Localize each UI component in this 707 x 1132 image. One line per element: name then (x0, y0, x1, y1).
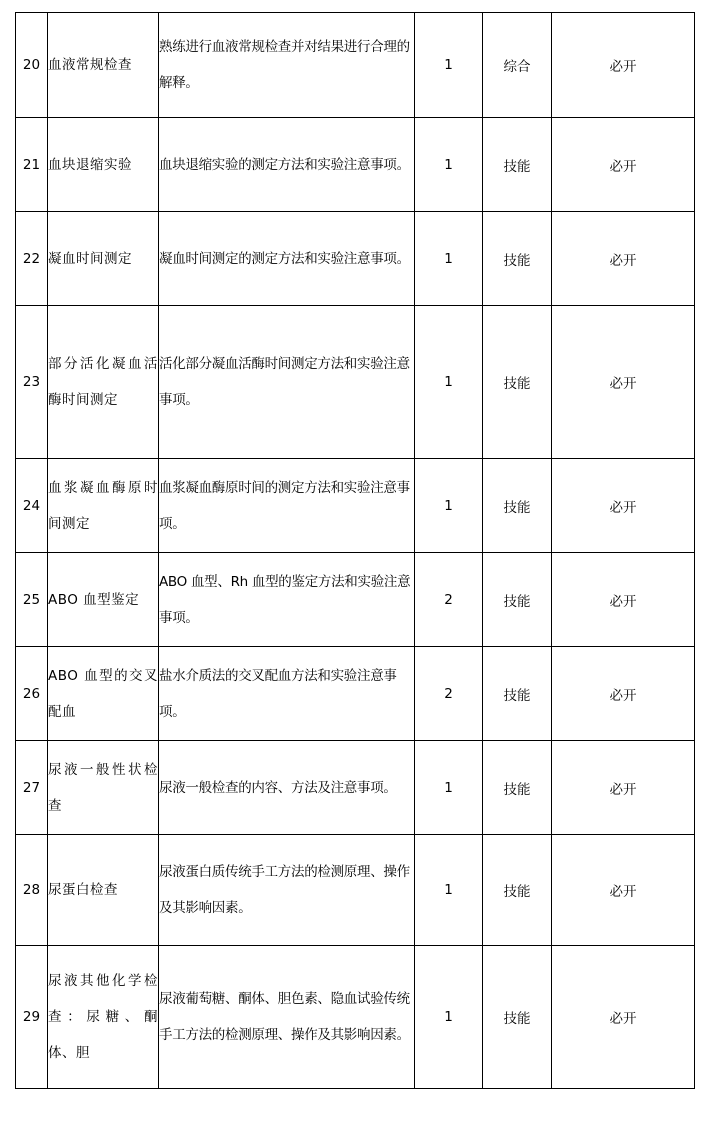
experiment-requirement: 必开 (552, 647, 695, 741)
experiment-requirement: 必开 (552, 741, 695, 835)
row-number: 29 (16, 946, 48, 1089)
experiment-type: 技能 (483, 212, 552, 306)
experiment-name: 尿液一般性状检查 (48, 741, 159, 835)
experiment-type: 技能 (483, 118, 552, 212)
experiment-name: 尿蛋白检查 (48, 835, 159, 946)
table-row (16, 13, 695, 118)
experiment-requirement: 必开 (552, 946, 695, 1089)
experiment-description: 血块退缩实验的测定方法和实验注意事项。 (159, 118, 415, 212)
experiment-description: 尿液一般检查的内容、方法及注意事项。 (159, 741, 415, 835)
experiment-description: 尿液蛋白质传统手工方法的检测原理、操作及其影响因素。 (159, 835, 415, 946)
experiment-name: ABO 血型鉴定 (48, 553, 159, 647)
experiment-hours: 1 (415, 946, 483, 1089)
experiment-name: 凝血时间测定 (48, 212, 159, 306)
experiment-type: 综合 (483, 13, 552, 118)
row-number: 21 (16, 118, 48, 212)
experiment-type: 技能 (483, 647, 552, 741)
table-row (16, 459, 695, 553)
experiment-name: 血浆凝血酶原时间测定 (48, 459, 159, 553)
row-number: 26 (16, 647, 48, 741)
experiment-type: 技能 (483, 946, 552, 1089)
experiment-requirement: 必开 (552, 13, 695, 118)
experiment-type: 技能 (483, 306, 552, 459)
experiment-hours: 1 (415, 306, 483, 459)
experiment-description: 凝血时间测定的测定方法和实验注意事项。 (159, 212, 415, 306)
experiment-type: 技能 (483, 835, 552, 946)
experiment-requirement: 必开 (552, 118, 695, 212)
experiment-description: 尿液葡萄糖、酮体、胆色素、隐血试验传统手工方法的检测原理、操作及其影响因素。 (159, 946, 415, 1089)
experiment-name: 血液常规检查 (48, 13, 159, 118)
row-number: 20 (16, 13, 48, 118)
table-row (16, 741, 695, 835)
experiment-name: 血块退缩实验 (48, 118, 159, 212)
table-row (16, 553, 695, 647)
row-number: 28 (16, 835, 48, 946)
experiment-type: 技能 (483, 741, 552, 835)
table-row (16, 306, 695, 459)
experiment-requirement: 必开 (552, 306, 695, 459)
experiment-requirement: 必开 (552, 212, 695, 306)
experiment-hours: 1 (415, 835, 483, 946)
experiment-hours: 1 (415, 459, 483, 553)
row-number: 25 (16, 553, 48, 647)
experiment-type: 技能 (483, 459, 552, 553)
experiment-name: 尿液其他化学检查：尿糖、酮体、胆 (48, 946, 159, 1089)
experiment-name: 部分活化凝血活酶时间测定 (48, 306, 159, 459)
row-number: 22 (16, 212, 48, 306)
experiment-hours: 1 (415, 212, 483, 306)
row-number: 23 (16, 306, 48, 459)
experiment-hours: 1 (415, 118, 483, 212)
row-number: 27 (16, 741, 48, 835)
experiment-description: 盐水介质法的交叉配血方法和实验注意事项。 (159, 647, 415, 741)
experiment-hours: 1 (415, 741, 483, 835)
experiment-description: 熟练进行血液常规检查并对结果进行合理的解释。 (159, 13, 415, 118)
experiment-description: 活化部分凝血活酶时间测定方法和实验注意事项。 (159, 306, 415, 459)
experiment-description: ABO 血型、Rh 血型的鉴定方法和实验注意事项。 (159, 553, 415, 647)
experiment-requirement: 必开 (552, 553, 695, 647)
experiment-requirement: 必开 (552, 835, 695, 946)
row-number: 24 (16, 459, 48, 553)
experiment-requirement: 必开 (552, 459, 695, 553)
experiment-hours: 2 (415, 553, 483, 647)
table-row (16, 118, 695, 212)
experiment-hours: 2 (415, 647, 483, 741)
experiment-type: 技能 (483, 553, 552, 647)
experiment-table (15, 12, 695, 1089)
experiment-hours: 1 (415, 13, 483, 118)
table-row (16, 647, 695, 741)
experiment-name: ABO 血型的交叉配血 (48, 647, 159, 741)
table-row (16, 946, 695, 1089)
table-row (16, 835, 695, 946)
experiment-description: 血浆凝血酶原时间的测定方法和实验注意事项。 (159, 459, 415, 553)
table-row (16, 212, 695, 306)
